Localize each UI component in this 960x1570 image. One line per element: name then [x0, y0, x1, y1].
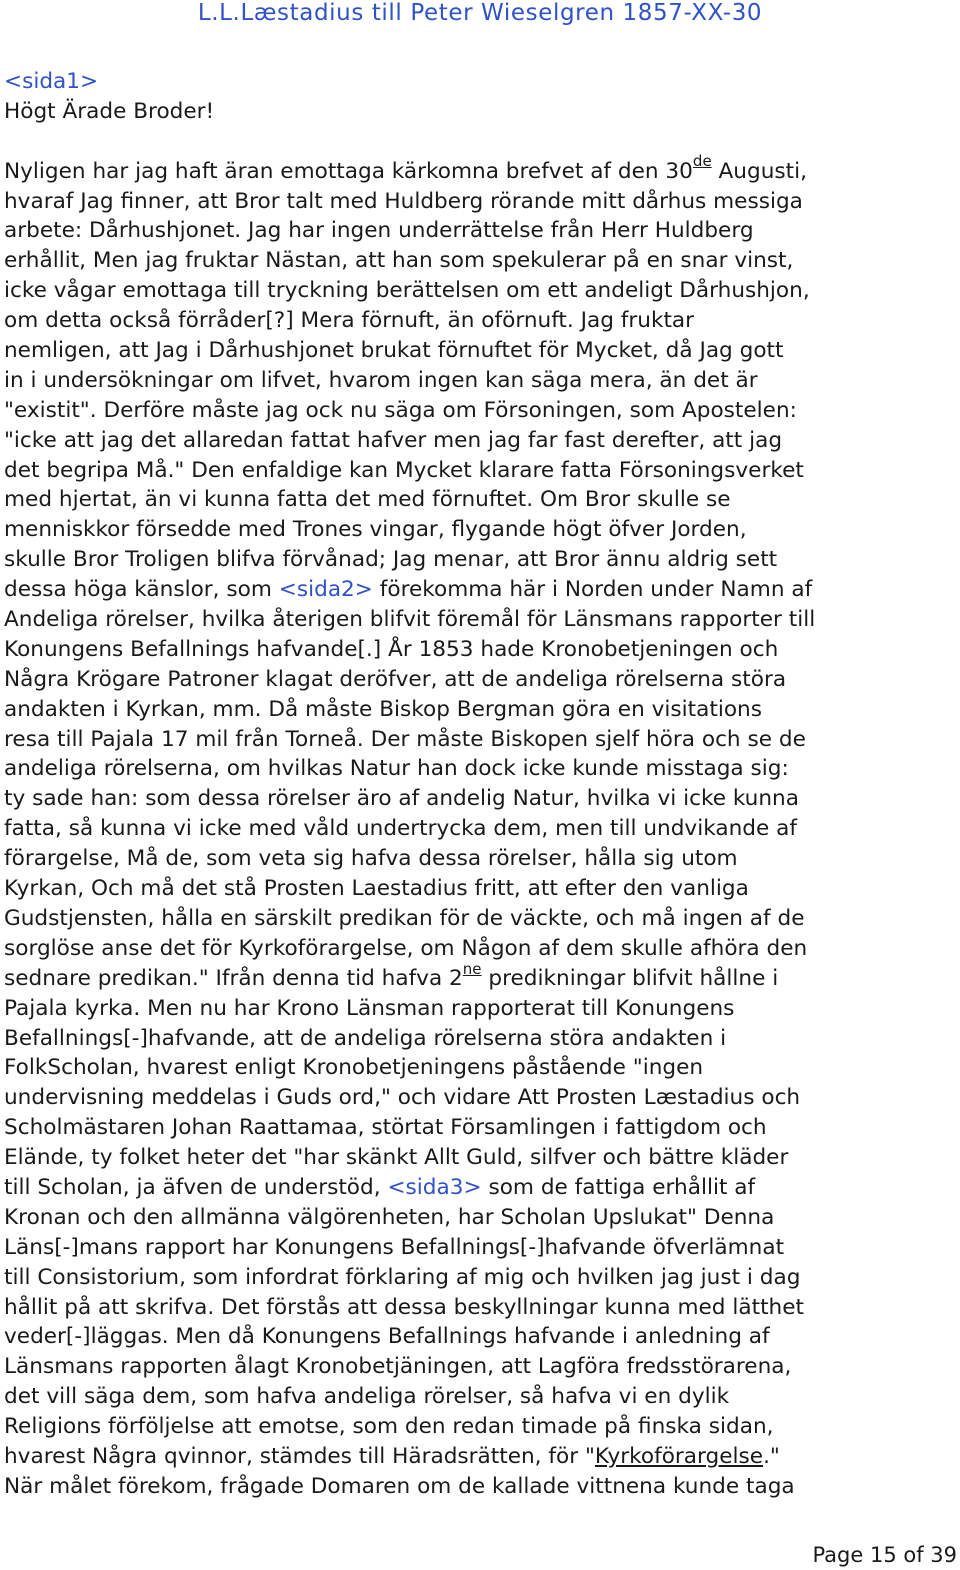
text-segment: skulle Bror Troligen blifva förvånad; Jag menar, att Bror ännu aldrig sett [4, 547, 778, 573]
text-line [4, 994, 954, 1024]
text-segment: hvarest Några qvinnor, stämdes till Häradsrätten, för " [4, 1443, 595, 1469]
text-line [4, 1053, 954, 1083]
text-segment: med hjertat, än vi kunna fatta det med förnuftet. Om Bror skulle se [4, 487, 731, 513]
text-segment: dessa höga känslor, som [4, 577, 279, 603]
text-line [4, 784, 954, 814]
text-segment: Pajala kyrka. Men nu har Krono Länsman rapporterat till Konungens [4, 995, 735, 1021]
text-line [4, 1352, 954, 1382]
text-line [4, 874, 954, 904]
text-line [4, 1143, 954, 1173]
text-line [4, 1083, 954, 1113]
text-segment: Andeliga rörelser, hvilka återigen blifvit föremål för Länsmans rapporter till [4, 607, 816, 633]
text-line [4, 306, 954, 336]
superscript-text: de [692, 152, 712, 171]
text-line [4, 1472, 954, 1502]
text-line [4, 276, 954, 306]
text-line [4, 152, 954, 187]
text-segment: "icke att jag det allaredan fattat hafver men jag far fast derefter, att jag [4, 427, 783, 453]
text-segment: "existit". Derföre måste jag ock nu säga om Försoningen, som Apostelen: [4, 397, 797, 423]
text-segment: hvaraf Jag finner, att Bror talt med Huldberg rörande mitt dårhus messiga [4, 188, 803, 214]
text-segment: det begripa Må." Den enfaldige kan Mycket klarare fatta Försoningsverket [4, 457, 804, 483]
text-segment: som de fattiga erhållit af [481, 1174, 756, 1200]
text-segment: Länsmans rapporten ålagt Kronobetjäningen, att Lagföra fredsstörarena, [4, 1354, 792, 1380]
text-line [4, 187, 954, 217]
text-line [4, 97, 954, 127]
text-line [4, 575, 954, 605]
text-segment: menniskkor försedde med Trones vingar, flygande högt öfver Jorden, [4, 517, 747, 543]
text-line [4, 456, 954, 486]
text-line [4, 695, 954, 725]
text-segment: Religions förföljelse att emotse, som den redan timade på finska sidan, [4, 1414, 774, 1440]
text-segment: om detta också förråder[?] Mera förnuft, än oförnuft. Jag fruktar [4, 308, 695, 334]
text-line [4, 1263, 954, 1293]
page-header-title: L.L.Læstadius till Peter Wieselgren 1857-XX-30 [197, 0, 763, 26]
text-segment: hållit på att skrifva. Det förstås att dessa beskyllningar kunna med lätthet [4, 1294, 804, 1320]
text-segment: Kronan och den allmänna välgörenheten, har Scholan Upslukat" Denna [4, 1204, 775, 1230]
text-line [4, 814, 954, 844]
text-line [4, 1322, 954, 1352]
text-segment: Några Krögare Patroner klagat deröfver, att de andeliga rörelserna störa [4, 666, 787, 692]
text-segment: Augusti, [711, 158, 807, 184]
text-segment: det vill säga dem, som hafva andeliga rörelser, så hafva vi en dylik [4, 1384, 730, 1410]
text-segment: Elände, ty folket heter det "har skänkt Allt Guld, silfver och bättre kläder [4, 1145, 789, 1171]
text-line [4, 1293, 954, 1323]
text-line [4, 485, 954, 515]
text-line [4, 959, 954, 994]
text-segment: undervisning meddelas i Guds ord," och vidare Att Prosten Læstadius och [4, 1085, 801, 1111]
text-segment: predikningar blifvit hållne i [481, 965, 779, 991]
text-segment: sorglöse anse det för Kyrkoförargelse, om Någon af dem skulle afhöra den [4, 935, 808, 961]
text-line [4, 1203, 954, 1233]
text-line [4, 1113, 954, 1143]
page-marker: <sida2> [278, 577, 373, 603]
text-line [4, 515, 954, 545]
text-line [4, 545, 954, 575]
text-line [4, 754, 954, 784]
text-segment: fatta, så kunna vi icke med våld undertrycka dem, men till undvikande af [4, 816, 797, 842]
text-line [4, 426, 954, 456]
text-segment: FolkScholan, hvarest enligt Kronobetjeningens påstående "ingen [4, 1055, 704, 1081]
page-marker: <sida3> [387, 1174, 482, 1200]
text-segment: veder[-]läggas. Men då Konungens Befallnings hafvande i anledning af [4, 1324, 770, 1350]
text-line [4, 665, 954, 695]
text-line [4, 904, 954, 934]
text-line [4, 725, 954, 755]
text-segment: nemligen, att Jag i Dårhushjonet brukat förnuftet för Mycket, då Jag gott [4, 338, 784, 364]
text-segment: sednare predikan." Ifrån denna tid hafva 2 [4, 965, 463, 991]
text-segment: förekomma här i Norden under Namn af [372, 577, 813, 603]
text-segment: Nyligen har jag haft äran emottaga kärkomna brefvet af den 30 [4, 158, 693, 184]
text-line [4, 1382, 954, 1412]
page-marker: <sida1> [4, 69, 99, 94]
text-line [4, 605, 954, 635]
text-line [4, 246, 954, 276]
text-line [4, 844, 954, 874]
text-line [4, 216, 954, 246]
text-line [4, 1442, 954, 1472]
text-segment: till Scholan, ja äfven de understöd, [4, 1174, 388, 1200]
text-segment: förargelse, Må de, som veta sig hafva dessa rörelser, hålla sig utom [4, 846, 738, 872]
text-segment: Gudstjensten, hålla en särskilt predikan för de väckte, och må ingen af de [4, 905, 805, 931]
text-segment: till Consistorium, som infordrat förklaring af mig och hvilken jag just i dag [4, 1264, 801, 1290]
text-line [4, 366, 954, 396]
text-segment: Högt Ärade Broder! [4, 98, 215, 124]
text-segment: Konungens Befallnings hafvande[.] År 1853 hade Kronobetjeningen och [4, 636, 779, 662]
text-segment: Kyrkan, Och må det stå Prosten Laestadius fritt, att efter den vanliga [4, 876, 749, 902]
text-segment: resa till Pajala 17 mil från Torneå. Der måste Biskopen sjelf höra och se de [4, 726, 806, 752]
text-line [4, 336, 954, 366]
text-segment: andeliga rörelserna, om hvilkas Natur han dock icke kunde misstaga sig: [4, 756, 789, 782]
text-segment: arbete: Dårhushjonet. Jag har ingen underrättelse från Herr Huldberg [4, 218, 754, 244]
text-segment: andakten i Kyrkan, mm. Då måste Biskop Bergman göra en visitations [4, 696, 762, 722]
text-line [4, 1233, 954, 1263]
text-line [4, 396, 954, 426]
text-segment: Läns[-]mans rapport har Konungens Befallnings[-]hafvande öfverlämnat [4, 1234, 785, 1260]
text-segment: ty sade han: som dessa rörelser äro af andelig Natur, hvilka vi icke kunna [4, 786, 799, 812]
text-line [4, 67, 954, 97]
text-segment: Befallnings[-]hafvande, att de andeliga rörelserna störa andakten i [4, 1025, 727, 1051]
letter-body [4, 67, 954, 1502]
text-line [4, 1412, 954, 1442]
blank-line [4, 127, 954, 157]
underlined-text: Kyrkoförargelse [594, 1443, 764, 1469]
text-line [4, 1024, 954, 1054]
text-segment: Scholmästaren Johan Raattamaa, störtat Församlingen i fattigdom och [4, 1115, 767, 1141]
text-segment: icke vågar emottaga till tryckning berättelsen om ett andeligt Dårhushjon, [4, 278, 810, 304]
text-segment: erhållit, Men jag fruktar Nästan, att han som spekulerar på en snar vinst, [4, 248, 794, 274]
text-line [4, 1173, 954, 1203]
text-segment: in i undersökningar om lifvet, hvarom ingen kan säga mera, än det är [4, 367, 758, 393]
text-line [4, 635, 954, 665]
text-segment: När målet förekom, frågade Domaren om de kallade vittnena kunde taga [4, 1473, 795, 1499]
superscript-text: ne [462, 959, 482, 978]
page-number: Page 15 of 39 [812, 1543, 957, 1567]
text-segment: ." [763, 1443, 780, 1469]
